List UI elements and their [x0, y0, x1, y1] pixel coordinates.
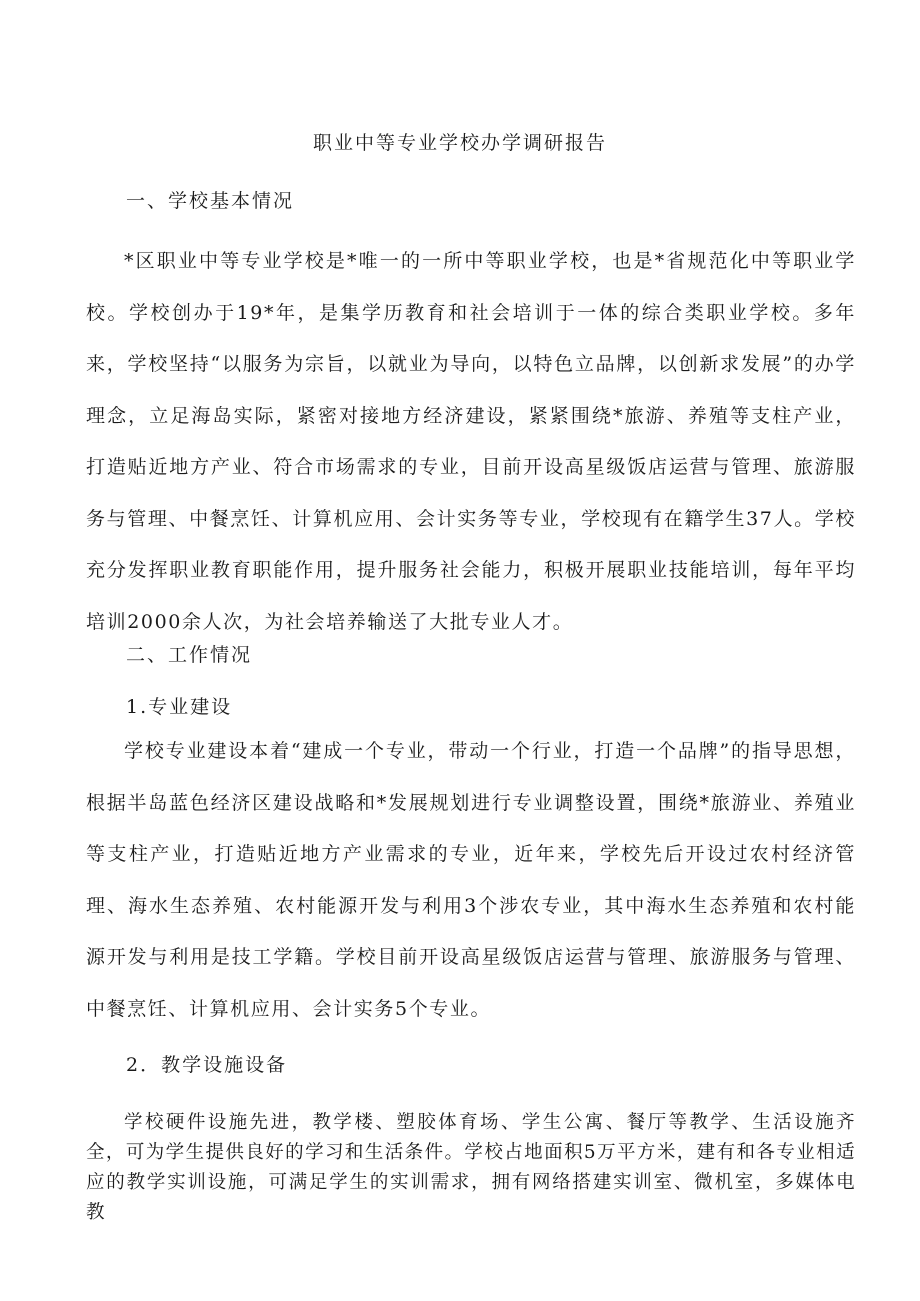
paragraph-teaching-facilities: 学校硬件设施先进，教学楼、塑胶体育场、学生公寓、餐厅等教学、生活设施齐全，可为学生提供良好的学习和生活条件。学校占地面积5万平方米，建有和各专业相适应的教学实训设施，可满足学生的实训需求，拥有网络搭建实训室、微机室，多媒体电教 [86, 1112, 856, 1223]
subheading-teaching-facilities: 2．教学设施设备 [126, 1054, 288, 1076]
paragraph-basic-info: *区职业中等专业学校是*唯一的一所中等职业学校，也是*省规范化中等职业学校。学校创办于19*年，是集学历教育和社会培训于一体的综合类职业学校。多年来，学校坚持“以服务为宗旨，以就业为导向，以特色立品牌，以创新求发展”的办学理念，立足海岛实际，紧密对接地方经济建设，紧紧围绕*旅游、养殖等支柱产业，打造贴近地方产业、符合市场需求的专业，目前开设高星级饭店运营与管理、旅游服务与管理、中餐烹饪、计算机应用、会计实务等专业，学校现有在籍学生37人。学校充分发挥职业教育职能作用，提升服务社会能力，积极开展职业技能培训，每年平均培训2000余人次，为社会培养输送了大批专业人才。 [86, 250, 856, 633]
section-heading-basic-info: 一、学校基本情况 [126, 190, 295, 212]
section-heading-work-status: 二、工作情况 [126, 644, 253, 666]
subheading-major-construction: 1.专业建设 [126, 696, 233, 718]
document-title: 职业中等专业学校办学调研报告 [312, 132, 607, 154]
paragraph-major-construction: 学校专业建设本着“建成一个专业，带动一个行业，打造一个品牌”的指导思想，根据半岛蓝色经济区建设战略和*发展规划进行专业调整设置，围绕*旅游业、养殖业等支柱产业，打造贴近地方产业需求的专业，近年来，学校先后开设过农村经济管理、海水生态养殖、农村能源开发与利用3个涉农专业，其中海水生态养殖和农村能源开发与利用是技工学籍。学校目前开设高星级饭店运营与管理、旅游服务与管理、中餐烹饪、计算机应用、会计实务5个专业。 [86, 740, 856, 1020]
